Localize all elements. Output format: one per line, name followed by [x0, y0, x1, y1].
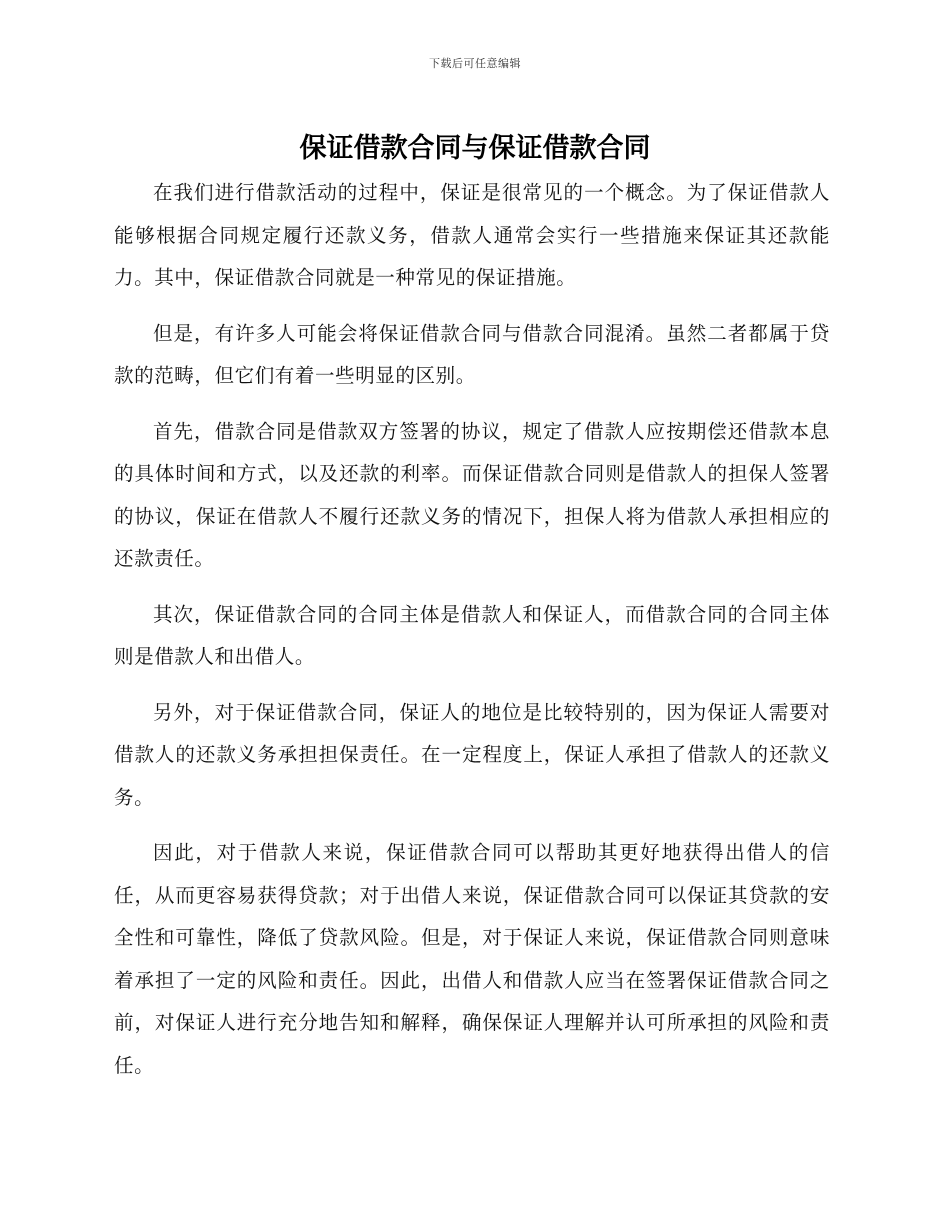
paragraph-5: 另外，对于保证借款合同，保证人的地位是比较特别的，因为保证人需要对借款人的还款义务承担担保责任。在一定程度上，保证人承担了借款人的还款义务。 — [114, 700, 830, 809]
paragraph-6: 因此，对于借款人来说，保证借款合同可以帮助其更好地获得出借人的信任，从而更容易获得贷款；对于出借人来说，保证借款合同可以保证其贷款的安全性和可靠性，降低了贷款风险。但是，对于保证人来说，保证借款合同则意味着承担了一定的风险和责任。因此，出借人和借款人应当在签署保证借款合同之前，对保证人进行充分地告知和解释，确保保证人理解并认可所承担的风险和责任。 — [114, 841, 830, 1077]
document-body — [114, 172, 830, 1100]
paragraph-1: 在我们进行借款活动的过程中，保证是很常见的一个概念。为了保证借款人能够根据合同规定履行还款义务，借款人通常会实行一些措施来保证其还款能力。其中，保证借款合同就是一种常见的保证措施。 — [114, 181, 830, 289]
paragraph-3: 首先，借款合同是借款双方签署的协议，规定了借款人应按期偿还借款本息的具体时间和方式，以及还款的利率。而保证借款合同则是借款人的担保人签署的协议，保证在借款人不履行还款义务的情况下，担保人将为借款人承担相应的还款责任。 — [114, 419, 830, 570]
paragraph-2: 但是，有许多人可能会将保证借款合同与借款合同混淆。虽然二者都属于贷款的范畴，但它们有着一些明显的区别。 — [114, 321, 830, 387]
paragraph-4: 其次，保证借款合同的合同主体是借款人和保证人，而借款合同的合同主体则是借款人和出借人。 — [114, 602, 830, 668]
document-title: 保证借款合同与保证借款合同 — [299, 133, 651, 164]
header-note: 下载后可任意编辑 — [429, 57, 521, 70]
